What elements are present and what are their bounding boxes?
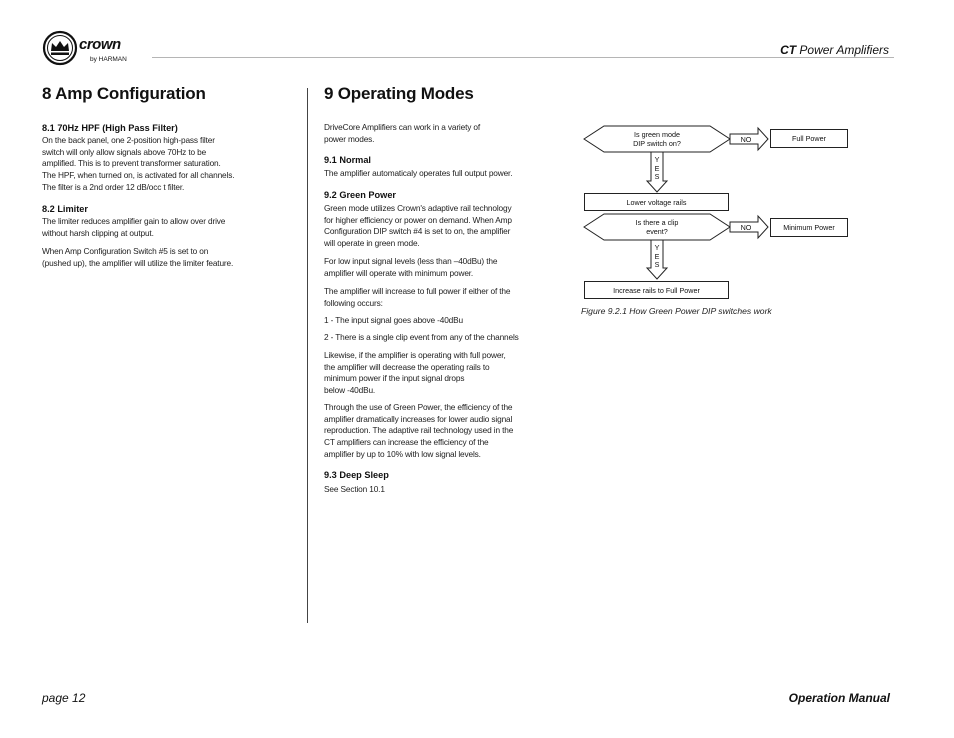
column-divider xyxy=(307,88,308,623)
box-lower-voltage-rails: Lower voltage rails xyxy=(584,193,729,211)
paragraph-green-7: Through the use of Green Power, the efficiency of the amplifier dramatically increases for lower audio signal reproduction. The adaptive rail technology used in the CT amplifiers can increase the efficiency of the amplifier by up to 10% with low signal levels. xyxy=(324,402,514,459)
subheading-hpf: 8.1 70Hz HPF (High Pass Filter) xyxy=(42,123,178,133)
paragraph-intro: DriveCore Amplifiers can work in a variety of power modes. xyxy=(324,122,481,144)
subheading-limiter: 8.2 Limiter xyxy=(42,204,88,214)
figure-caption: Figure 9.2.1 How Green Power DIP switches work xyxy=(581,306,772,316)
header-title: CT Power Amplifiers xyxy=(780,43,889,57)
box-minimum-power: Minimum Power xyxy=(770,218,848,237)
paragraph-green-6: Likewise, if the amplifier is operating with full power, the amplifier will decrease the operating rails to minimum power if the input signal drops below -40dBu. xyxy=(324,350,506,396)
box-full-power: Full Power xyxy=(770,129,848,148)
no-label-1: NO xyxy=(740,135,752,144)
paragraph-normal: The amplifier automaticaly operates full output power. xyxy=(324,168,513,178)
yes-label-2: Y E S xyxy=(654,243,660,269)
section-heading-amp-config: 8 Amp Configuration xyxy=(42,84,206,103)
paragraph-green-3: The amplifier will increase to full power if either of the following occurs: xyxy=(324,286,511,308)
yes-label-1: Y E S xyxy=(654,155,660,181)
decision-green-mode-label: Is green mode DIP switch on? xyxy=(633,130,681,148)
no-label-2: NO xyxy=(740,223,752,232)
box-increase-rails: Increase rails to Full Power xyxy=(584,281,729,299)
crown-logo xyxy=(42,30,157,68)
header-rule xyxy=(152,57,894,58)
subheading-deep-sleep: 9.3 Deep Sleep xyxy=(324,470,389,480)
paragraph-hpf: On the back panel, one 2-position high-pass filter switch will only allow signals above 70Hz to be amplified. This is to prevent transformer saturation. The HPF, when turned on, is activated for all channels. The filter is a 2nd order 12 dB/occ t filter. xyxy=(42,135,235,192)
paragraph-green-4: 1 - The input signal goes above -40dBu xyxy=(324,315,463,325)
subheading-green-power: 9.2 Green Power xyxy=(324,190,397,200)
brand-name: crown xyxy=(79,36,121,53)
paragraph-deep-sleep: See Section 10.1 xyxy=(324,484,385,494)
decision-clip-label: Is there a clip event? xyxy=(635,218,679,236)
brand-sub: by HARMAN xyxy=(90,56,127,63)
footer-manual-title: Operation Manual xyxy=(788,691,890,705)
paragraph-limiter-switch: When Amp Configuration Switch #5 is set to on (pushed up), the amplifier will utilize the limiter feature. xyxy=(42,246,234,268)
paragraph-green-5: 2 - There is a single clip event from any of the channels xyxy=(324,332,519,342)
paragraph-green-1: Green mode utilizes Crown's adaptive rail technology for higher efficiency or power on demand. When Amp Configuration DIP switch #4 is set to on, the amplifier will operate in green mode. xyxy=(324,203,512,249)
paragraph-green-2: For low input signal levels (less than –40dBu) the amplifier will operate with minimum power. xyxy=(324,256,498,278)
section-heading-operating-modes: 9 Operating Modes xyxy=(324,84,474,103)
paragraph-limiter: The limiter reduces amplifier gain to allow over drive without harsh clipping at output. xyxy=(42,216,226,238)
page-number: page 12 xyxy=(42,691,86,705)
subheading-normal: 9.1 Normal xyxy=(324,155,371,165)
